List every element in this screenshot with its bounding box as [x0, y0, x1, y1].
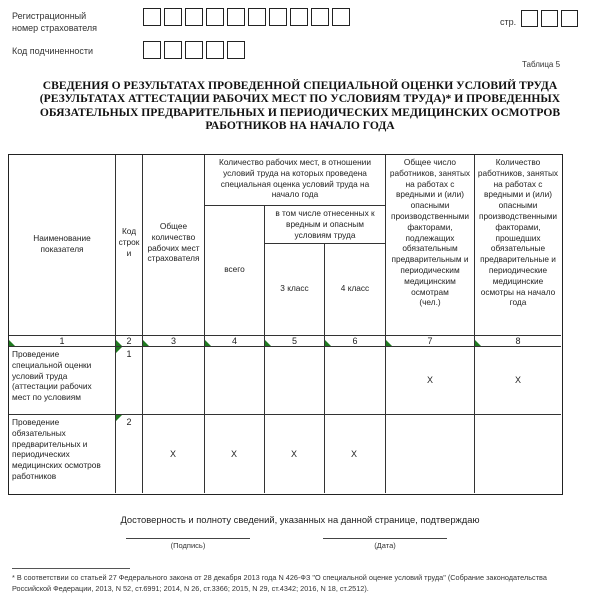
row-1-name	[12, 349, 114, 403]
row-1-name-line: мест по условиям	[12, 392, 81, 403]
header-c8-line: вредными и (или)	[483, 189, 553, 200]
header-c7-line: опасными	[410, 200, 450, 211]
header-c7-line: производственными	[390, 210, 470, 221]
col-number: 3	[170, 336, 176, 346]
row-2-c5-mark: X	[290, 449, 297, 459]
table-number: Таблица 5	[522, 60, 561, 69]
header-c5-line: 3 класс	[280, 283, 309, 293]
header-subgroup-line: в том числе отнесенных к	[275, 208, 375, 218]
header-c8-line: Количество	[495, 157, 541, 167]
title-line-3: ОБЯЗАТЕЛЬНЫХ ПРЕДВАРИТЕЛЬНЫХ И ПЕРИОДИЧЕСКИХ МЕДИЦИНСКИХ ОСМОТРОВ	[39, 105, 561, 119]
page-title	[28, 79, 572, 133]
header-c8-line: обязательные	[490, 243, 546, 254]
header-subgroup	[265, 208, 385, 240]
cell-marker-icon	[386, 340, 392, 346]
col-number: 4	[231, 336, 237, 346]
header-divider	[204, 205, 385, 206]
header-c8-line: периодические	[488, 264, 548, 275]
row-divider	[9, 414, 561, 415]
header-c6	[325, 283, 385, 294]
header-c2-line: строк	[118, 236, 140, 247]
header-c7-line: подлежащих	[405, 232, 455, 243]
signature-line[interactable]	[126, 538, 250, 539]
row-2-code: 2	[126, 417, 132, 427]
header-c7-line: факторами,	[407, 221, 453, 232]
row-2-name-line: периодических	[12, 449, 70, 460]
col-number: 1	[59, 336, 65, 346]
title-line-2: (РЕЗУЛЬТАТАХ АТТЕСТАЦИИ РАБОЧИХ МЕСТ ПО УСЛОВИЯМ ТРУДА)* И ПРОВЕДЕННЫХ	[39, 92, 561, 106]
page-number-cells[interactable]	[521, 10, 578, 27]
header-c8-line: медицинские	[492, 275, 544, 286]
header-c8-line: осмотры на начало	[480, 286, 556, 297]
footnote-divider	[12, 568, 130, 569]
row-2-name-line: обязательных	[12, 427, 66, 438]
page-number-cell[interactable]	[541, 10, 558, 27]
row-2-c4-mark: X	[230, 449, 237, 459]
header-c8-line: опасными	[498, 200, 538, 211]
page-number-cell[interactable]	[561, 10, 578, 27]
header-c4	[205, 264, 264, 275]
reg-number-cell[interactable]	[185, 8, 203, 26]
subordination-code-cell[interactable]	[143, 41, 161, 59]
header-group-line: условий труда на которых проведена	[223, 167, 367, 178]
reg-number-cells[interactable]	[143, 8, 353, 26]
header-subgroup-line: вредным и опасным	[286, 218, 364, 229]
page-number-cell[interactable]	[521, 10, 538, 27]
row-2-c6-mark: X	[350, 449, 357, 459]
header-c6-line: 4 класс	[340, 283, 370, 293]
subordination-code-cells[interactable]	[143, 41, 248, 59]
header-c8-line: прошедших	[495, 232, 541, 243]
reg-number-cell[interactable]	[290, 8, 308, 26]
reg-number-label-line-2: номер страхователя	[12, 23, 98, 33]
header-c7-line: медицинским	[404, 275, 456, 286]
reg-number-cell[interactable]	[311, 8, 329, 26]
header-c3-line: Общее	[159, 221, 188, 231]
reg-number-label-line-1: Регистрационный	[12, 11, 87, 21]
col-divider	[142, 155, 143, 493]
header-c7-line: Общее число	[403, 157, 457, 167]
header-c7-line: периодическим	[400, 264, 460, 275]
row-1-c8-mark: X	[514, 375, 521, 385]
title-line-1: СВЕДЕНИЯ О РЕЗУЛЬТАТАХ ПРОВЕДЕННОЙ СПЕЦИАЛЬНОЙ ОЦЕНКИ УСЛОВИЙ ТРУДА	[42, 79, 558, 92]
cell-marker-icon	[205, 340, 211, 346]
row-2-name-line: работников	[12, 470, 57, 481]
cell-marker-icon	[475, 340, 481, 346]
header-group-line: Количество рабочих мест, в отношении	[219, 157, 371, 167]
header-subgroup-line: условиям труда	[294, 229, 356, 240]
header-c8-line: года	[509, 297, 527, 308]
row-1-name-line: специальной оценки	[12, 359, 92, 370]
row-1-name-line: Проведение	[12, 349, 60, 359]
date-line[interactable]	[323, 538, 447, 539]
header-c7-line: (чел.)	[419, 297, 441, 308]
reg-number-cell[interactable]	[248, 8, 266, 26]
header-c7-line: обязательным	[402, 243, 458, 254]
reg-number-cell[interactable]	[332, 8, 350, 26]
row-2-name-line: предварительных и	[12, 438, 88, 449]
reg-number-cell[interactable]	[269, 8, 287, 26]
reg-number-cell[interactable]	[227, 8, 245, 26]
row-1-c7-mark: X	[426, 375, 433, 385]
row-2-c3-mark: X	[169, 449, 176, 459]
header-c2	[116, 226, 142, 258]
subordination-code-cell[interactable]	[164, 41, 182, 59]
title-line-4: РАБОТНИКОВ НА НАЧАЛО ГОДА	[205, 119, 395, 133]
row-1-name-line: условий труда	[12, 370, 68, 381]
header-c8-line: работников, занятых	[477, 167, 559, 178]
cell-marker-icon	[265, 340, 271, 346]
row-2-name	[12, 417, 114, 482]
header-c7-line: на работах с	[405, 178, 455, 189]
header-c8-line: на работах с	[493, 178, 543, 189]
header-c5	[265, 283, 324, 294]
header-group-line: специальная оценка условий труда на	[220, 178, 370, 189]
row-2-name-line: Проведение	[12, 417, 60, 427]
signature-label: (Подпись)	[170, 541, 206, 550]
header-c7-line: работников, занятых	[389, 167, 471, 178]
cell-marker-icon	[9, 340, 15, 346]
header-c1-line: показателя	[40, 243, 84, 254]
subordination-code-cell[interactable]	[227, 41, 245, 59]
header-c8	[475, 157, 561, 308]
header-c3-line: страхователя	[147, 253, 200, 264]
col-divider	[264, 205, 265, 493]
col-divider	[204, 155, 205, 493]
header-c7-line: предварительным и	[391, 254, 469, 265]
row-2-name-line: медицинских осмотров	[12, 460, 101, 471]
cell-marker-icon	[143, 340, 149, 346]
header-c2-line: и	[126, 247, 132, 258]
footnote	[12, 573, 592, 594]
subordination-code-cell[interactable]	[206, 41, 224, 59]
cell-marker-icon	[325, 340, 331, 346]
reg-number-cell[interactable]	[164, 8, 182, 26]
page-label: стр.	[500, 17, 517, 27]
header-c4-line: всего	[224, 264, 245, 274]
header-c3	[143, 221, 204, 264]
header-c3-line: рабочих мест	[147, 242, 200, 253]
header-c2-line: Код	[121, 226, 137, 236]
col-divider	[324, 243, 325, 493]
col-number: 6	[352, 336, 358, 346]
subordination-code-label: Код подчиненности	[12, 46, 94, 56]
row-1-code: 1	[126, 349, 132, 359]
col-number: 7	[427, 336, 433, 346]
col-divider	[115, 155, 116, 493]
header-group-line: начало года	[271, 189, 319, 200]
header-c8-line: предварительные и	[480, 254, 556, 265]
header-c8-line: факторами,	[495, 221, 541, 232]
header-c1	[9, 233, 115, 255]
subordination-code-cell[interactable]	[185, 41, 203, 59]
header-c8-line: производственными	[478, 210, 558, 221]
header-c7	[386, 157, 474, 308]
header-c7-line: вредными и (или)	[395, 189, 465, 200]
row-divider	[9, 346, 561, 347]
col-number: 8	[515, 336, 521, 346]
reg-number-cell[interactable]	[143, 8, 161, 26]
header-c7-line: осмотрам	[411, 286, 449, 297]
header-group	[205, 157, 385, 200]
col-number: 2	[126, 336, 132, 346]
confirm-text: Достоверность и полноту сведений, указанных на данной странице, подтверждаю	[120, 514, 480, 525]
footnote-line-2: Российской Федерации, 2013, N 52, ст.6991; 2014, N 26, ст.3366; 2015, N 29, ст.4342; 2016, N 18, ст.2512).	[12, 583, 369, 593]
footnote-line-1: * В соответствии со статьей 27 Федерального закона от 28 декабря 2013 года N 426-ФЗ "О специальной оценке условий труда" (Собрание законодательства	[12, 573, 547, 582]
reg-number-cell[interactable]	[206, 8, 224, 26]
cell-marker-icon	[116, 340, 122, 346]
date-label: (Дата)	[374, 541, 396, 550]
reg-number-label	[12, 10, 97, 34]
row-1-name-line: (аттестации рабочих	[12, 381, 92, 392]
header-c3-line: количество	[151, 231, 196, 242]
header-c1-line: Наименование	[33, 233, 91, 243]
col-number: 5	[291, 336, 297, 346]
